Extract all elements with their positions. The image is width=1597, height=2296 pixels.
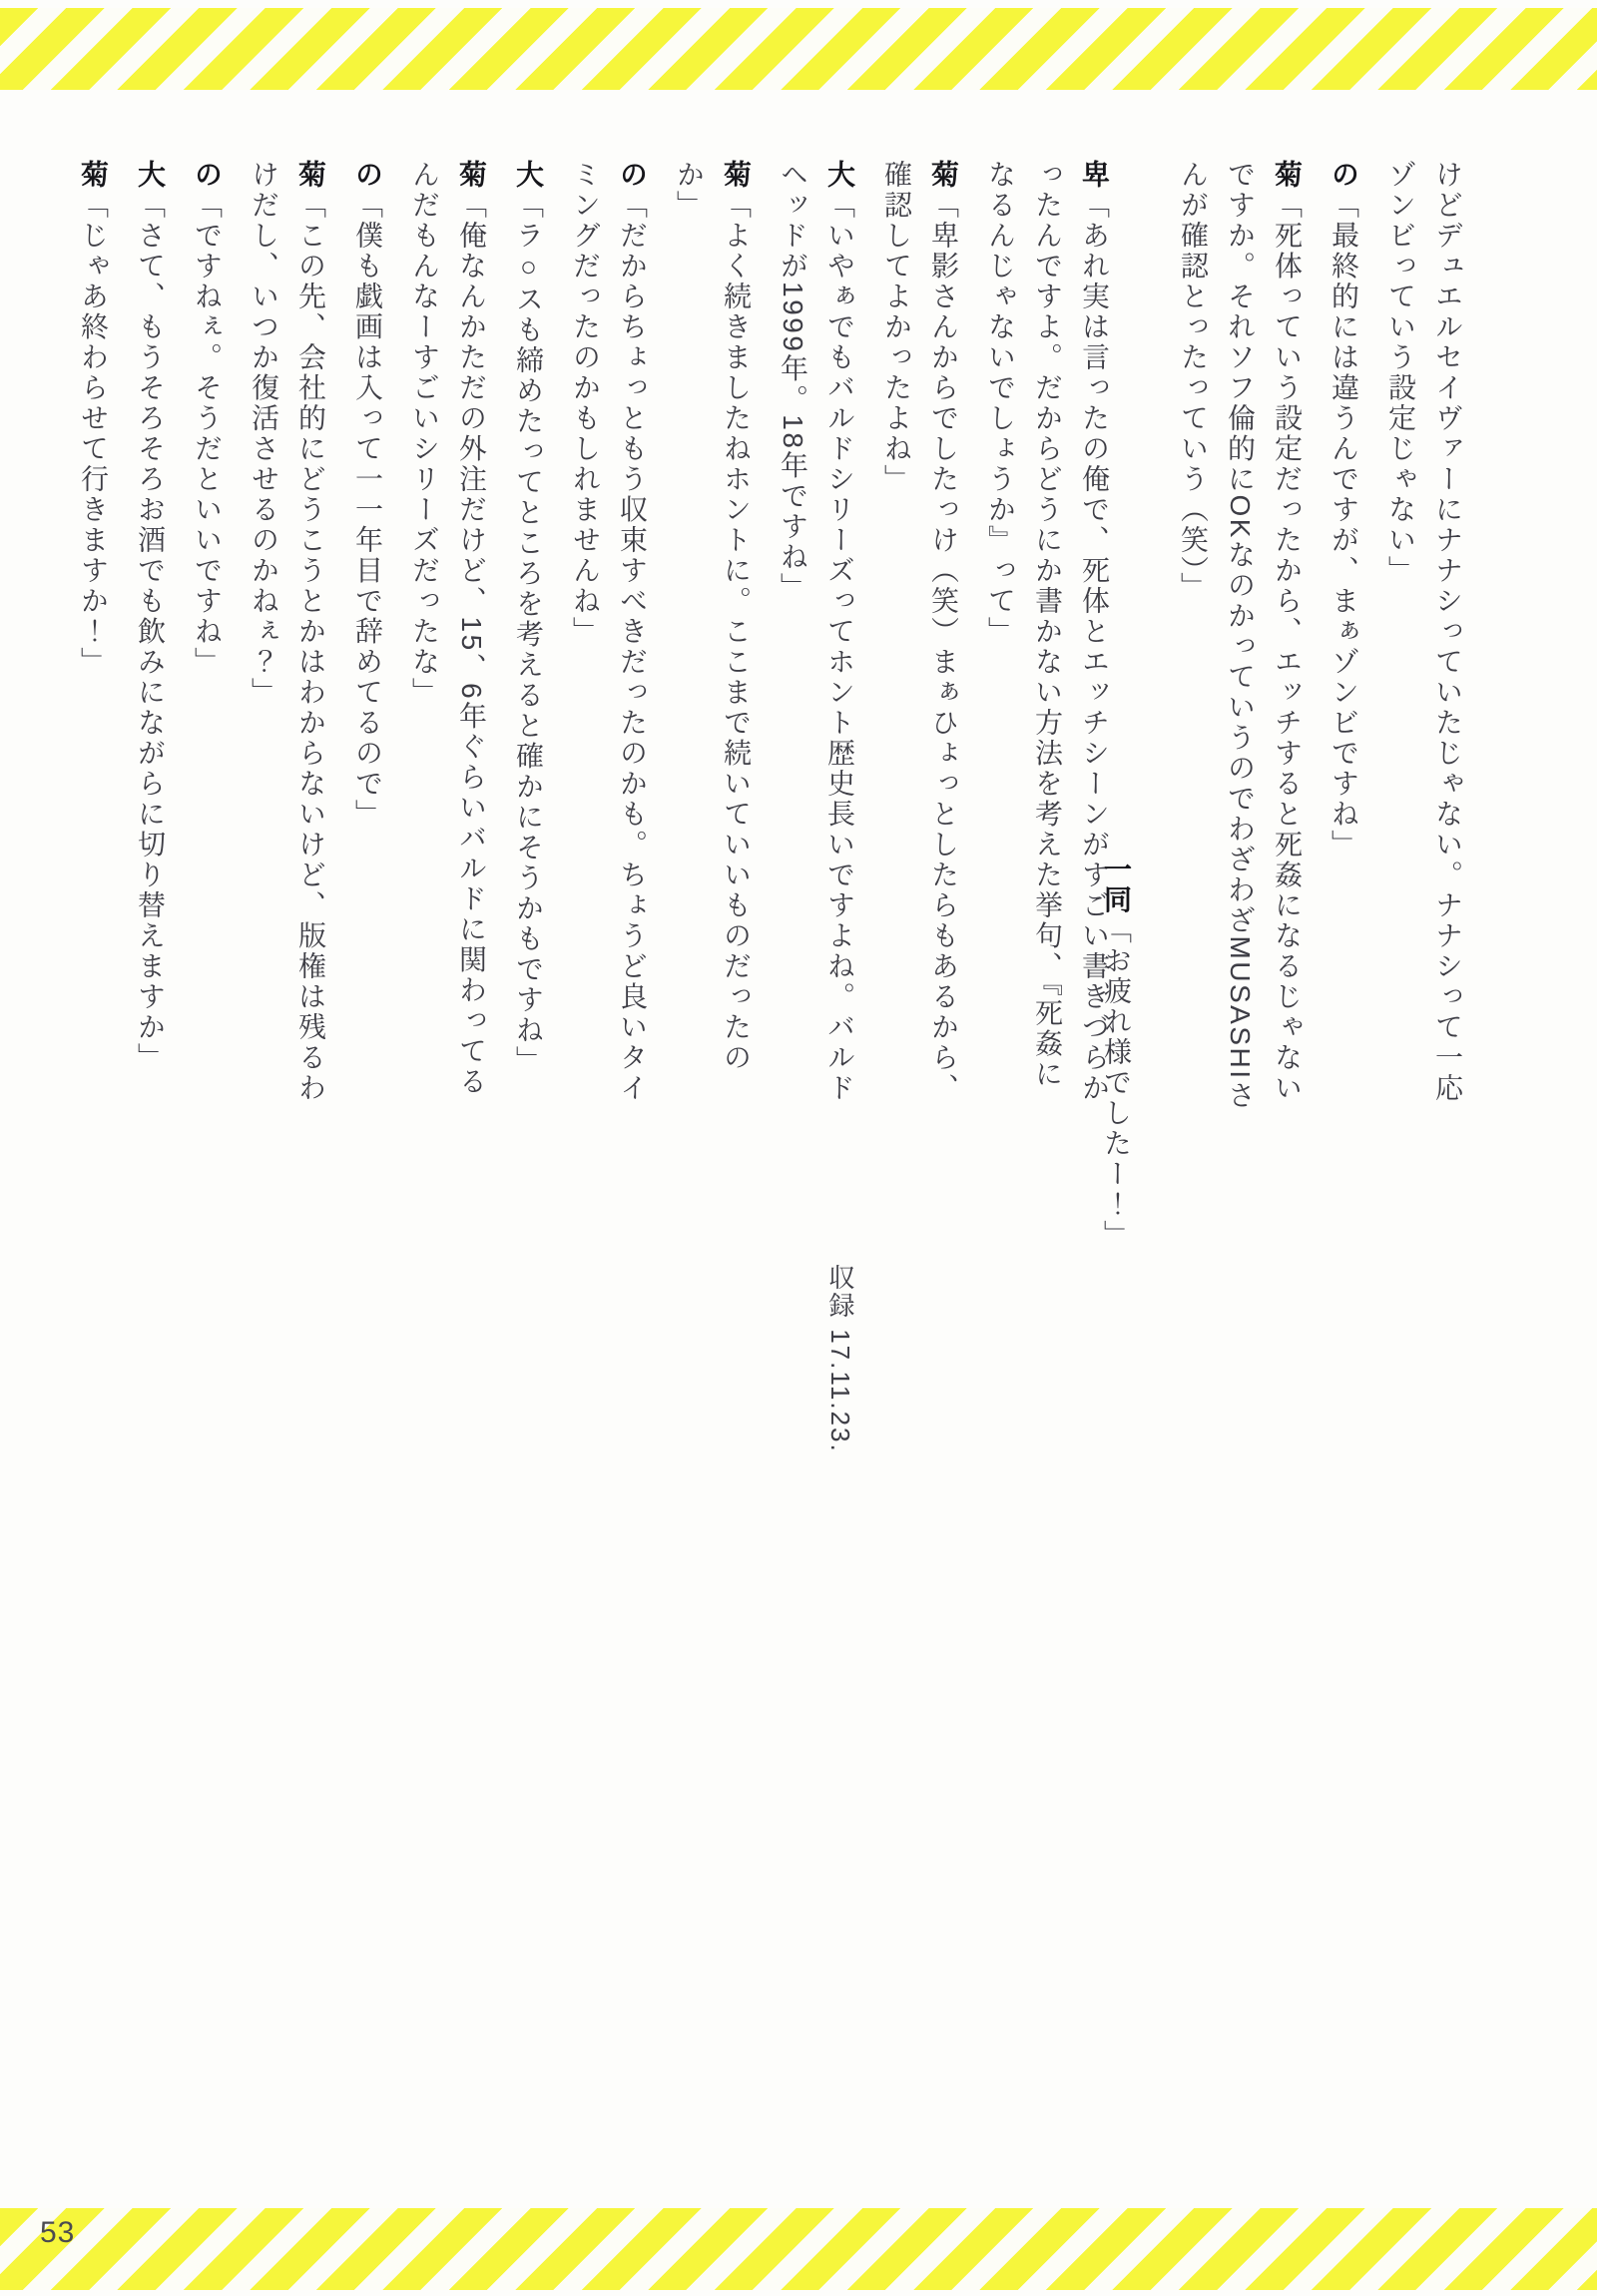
dialogue-line: [1321, 160, 1367, 1116]
dialogue-line: [1377, 160, 1471, 1116]
crowd-closing-line: [1096, 855, 1136, 1354]
speaker-name: 菊: [295, 160, 326, 191]
interview-dialogue-block: [78, 160, 1471, 1116]
speaker-name: 菊: [928, 160, 959, 191]
speaker-name: 卑: [1079, 160, 1110, 191]
utterance-text: 「卑影さんからでしたっけ（笑）まぁひょっとしたらもあるから、確認してよかったよね」: [881, 160, 959, 1104]
utterance-text: 「ですねぇ。そうだといいですね」: [192, 190, 223, 678]
utterance-text: 「この先、会社的にどうこうとかはわからないけど、版権は残るわけだし、いつか復活させるのかねぇ？」: [249, 160, 326, 1104]
dialogue-line: [666, 160, 760, 1116]
dialogue-line: [184, 160, 231, 1116]
dialogue-line: [401, 160, 495, 1116]
speaker-name: の: [192, 160, 223, 191]
utterance-text: 「最終的には違うんですが、まぁゾンビですね」: [1329, 190, 1359, 861]
speaker-name: 一同: [1101, 855, 1132, 915]
utterance-text: 「いやぁでもバルドシリーズってホント歴史長いですよね。バルドヘッドが1999年。18年ですね」: [778, 160, 855, 1104]
utterance-text: 「死体っていう設定だったから、エッチすると死姦になるじゃないですか。それソフ倫的にOKなのかっていうのでわざわざMUSASHIさんが確認とったっていう（笑）」: [1178, 160, 1303, 1112]
utterance-text: 「僕も戯画は入って一一年目で辞めてるので」: [352, 190, 383, 830]
bottom-stripe-band: [0, 2208, 1597, 2290]
dialogue-line: [873, 160, 967, 1116]
dialogue-line: [127, 160, 174, 1116]
speaker-name: 大: [513, 160, 544, 191]
speaker-name: の: [1329, 160, 1359, 191]
dialogue-line: [505, 160, 552, 1116]
utterance-text: 「よく続きましたねホントに。ここまで続いていいものだったのか」: [674, 160, 752, 1073]
utterance-text: 「ラ○スも締めたってところを考えると確かにそうかもですね」: [513, 190, 544, 1076]
dialogue-line: [241, 160, 334, 1116]
dialogue-line: [344, 160, 391, 1116]
utterance-text: けどデュエルセイヴァーにナナシっていたじゃない。ナナシって一応ゾンビっていう設定じゃない」: [1385, 160, 1463, 1104]
dialogue-line: [70, 160, 117, 1116]
dialogue-line: [1170, 160, 1311, 1116]
dialogue-line: [562, 160, 656, 1116]
page-number: 53: [40, 2216, 76, 2249]
recording-date: 収録 17.11.23.: [825, 1264, 855, 1453]
speaker-name: 菊: [456, 160, 487, 191]
utterance-text: 「さて、もうそろそろお酒でも飲みにながらに切り替えますか」: [135, 190, 166, 1073]
speaker-name: の: [352, 160, 383, 191]
utterance-text: 「あれ実は言ったの俺で、死体とエッチシーンがすごい書きづらかったんですよ。だからどうにか書かない方法を考えた挙句、『死姦になるんじゃないでしょうか』って」: [985, 160, 1110, 1104]
speaker-name: 菊: [721, 160, 752, 191]
speaker-name: 菊: [1272, 160, 1303, 191]
speaker-name: 大: [135, 160, 166, 191]
speaker-name: 大: [824, 160, 855, 191]
speaker-name: の: [617, 160, 648, 191]
utterance-text: 「お疲れ様でしたー！」: [1101, 915, 1132, 1251]
utterance-text: 「だからちょっともう収束すべきだったのかも。ちょうど良いタイミングだったのかもしれませんね」: [570, 160, 648, 1104]
utterance-text: 「じゃあ終わらせて行きますか！」: [78, 190, 109, 678]
speaker-name: 菊: [78, 160, 109, 191]
top-stripe-band: [0, 8, 1597, 90]
utterance-text: 「俺なんかただの外注だけど、15、6年ぐらいバルドに関わってるんだもんなーすごいシリーズだったな」: [409, 160, 487, 1097]
dialogue-line: [770, 160, 863, 1116]
